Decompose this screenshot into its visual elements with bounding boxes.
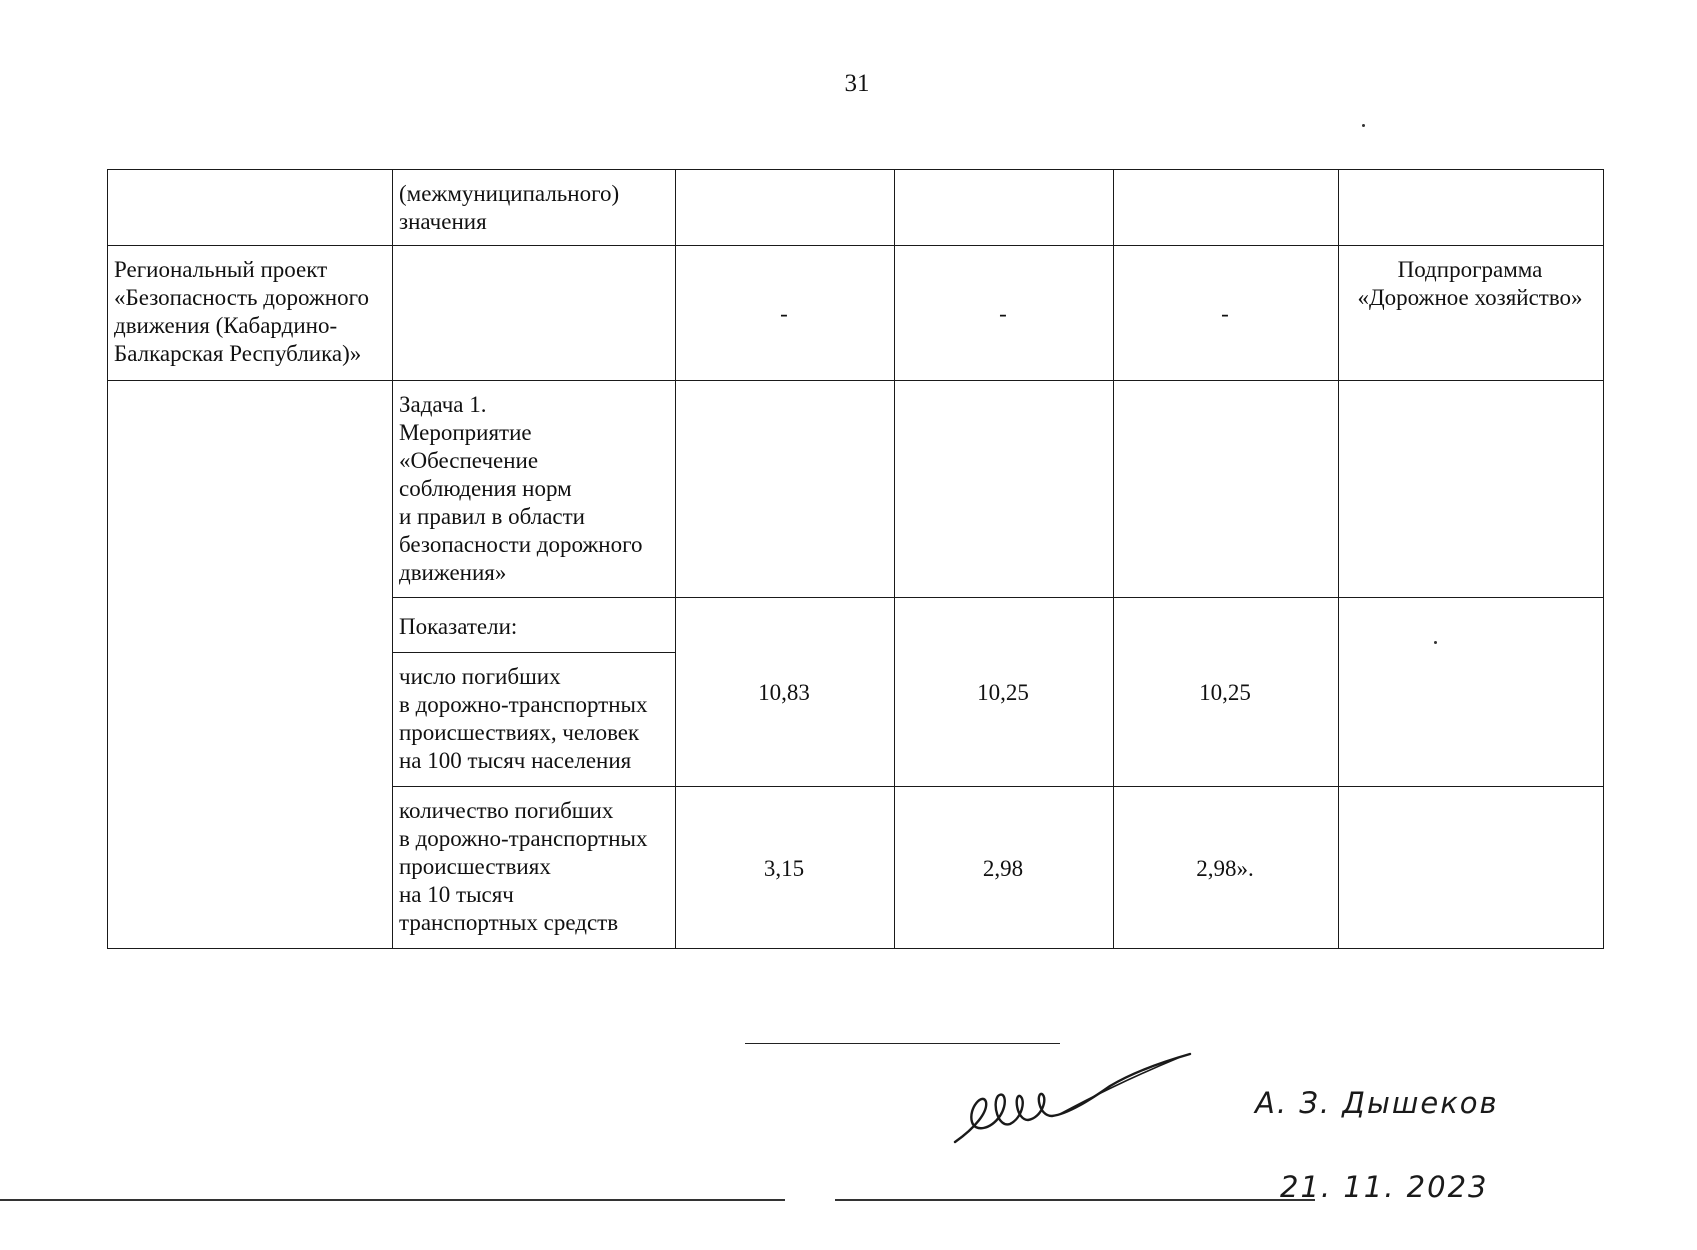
table-row xyxy=(108,246,1604,381)
handwritten-name: А. З. Дышеков xyxy=(1255,1086,1499,1120)
project-name-cell: Региональный проект «Безопасность дорожного движения (Кабардино- Балкарская Республика)» xyxy=(108,246,393,381)
table-cell xyxy=(676,170,895,246)
table-row xyxy=(108,381,1604,598)
bottom-rule xyxy=(835,1199,1315,1201)
table-cell xyxy=(895,381,1114,598)
table-cell xyxy=(108,381,393,949)
table-cell: 2,98». xyxy=(1114,787,1339,949)
signature-line xyxy=(745,1043,1060,1044)
signature xyxy=(950,1050,1210,1155)
table-cell xyxy=(393,246,676,381)
table-cell xyxy=(108,170,393,246)
page-number: 31 xyxy=(844,70,870,97)
document-table xyxy=(107,169,1604,949)
table-cell: 10,25 xyxy=(1114,598,1339,787)
table-cell xyxy=(1339,170,1604,246)
table-cell xyxy=(1339,598,1604,787)
table-cell: (межмуниципального) значения xyxy=(393,170,676,246)
subprogram-cell: Подпрограмма «Дорожное хозяйство» xyxy=(1339,246,1604,381)
indicator-cell: число погибших в дорожно-транспортных происшествиях, человек на 100 тысяч населения xyxy=(393,653,676,787)
handwritten-note xyxy=(1255,1040,1499,1250)
table-cell xyxy=(895,170,1114,246)
stray-mark xyxy=(1434,641,1437,644)
table-row xyxy=(108,170,1604,246)
table-cell: 3,15 xyxy=(676,787,895,949)
table-cell xyxy=(1114,170,1339,246)
table-cell xyxy=(1114,381,1339,598)
handwritten-date: 21. 11. 2023 xyxy=(1280,1170,1489,1204)
table-cell xyxy=(1339,381,1604,598)
table-cell: 10,83 xyxy=(676,598,895,787)
signature-drawing xyxy=(950,1050,1210,1150)
stray-mark xyxy=(1362,124,1365,127)
indicators-label-cell: Показатели: xyxy=(393,598,676,653)
bottom-rule xyxy=(0,1199,785,1201)
table-cell: - xyxy=(895,246,1114,381)
indicator-cell: количество погибших в дорожно-транспортных происшествиях на 10 тысяч транспортных средств xyxy=(393,787,676,949)
table-cell: - xyxy=(1114,246,1339,381)
task-cell: Задача 1. Мероприятие «Обеспечение соблюдения норм и правил в области безопасности дорожного движения» xyxy=(393,381,676,598)
table-cell: 2,98 xyxy=(895,787,1114,949)
table-cell: 10,25 xyxy=(895,598,1114,787)
table-cell xyxy=(1339,787,1604,949)
table-cell xyxy=(676,381,895,598)
table-cell: - xyxy=(676,246,895,381)
